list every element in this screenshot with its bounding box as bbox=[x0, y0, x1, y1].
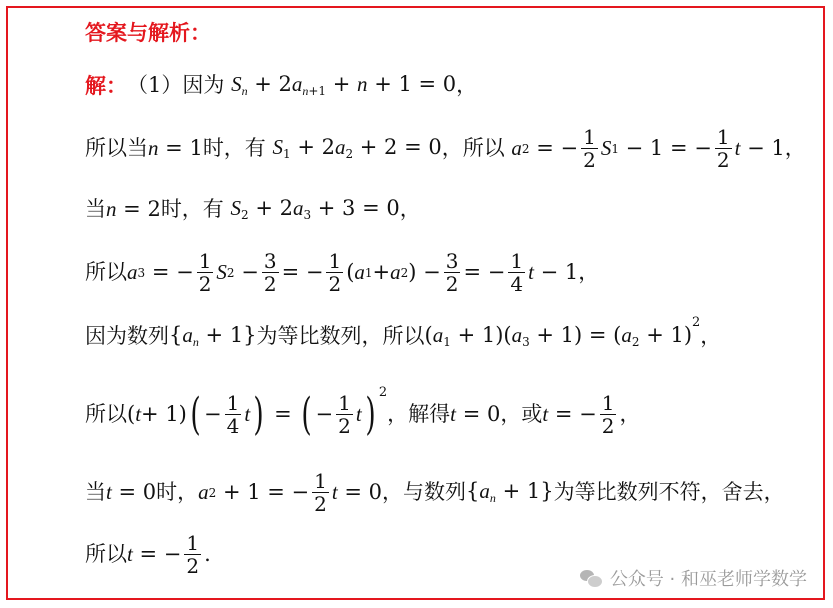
solution-line-3: 当 n = 2 时，有 $S_2 + 2a_3 + 3 = 0$ ， bbox=[85, 196, 421, 222]
formula-s2: $S_2 + 2a_3 + 3 = 0$ bbox=[230, 196, 400, 222]
formula-t-eq-0: t = 0 bbox=[450, 402, 501, 426]
formula-recurrence: $S_n + 2a_{n+1} + n + 1 = 0$ bbox=[231, 72, 457, 98]
formula-s1: $S_1 + 2a_2 + 2 = 0$ bbox=[272, 135, 442, 161]
formula-t0: t = 0 bbox=[106, 480, 157, 504]
formula-a2-plus-1: a 2 + 1 = − $\frac{1}{2}$ t = 0 bbox=[198, 469, 383, 516]
solution-line-8: 所以 t = − $\frac{1}{2}$ . bbox=[85, 531, 211, 578]
solution-line-5: 因为数列 $\{a_n + 1\}$ 为等比数列，所以 $(a_1 + 1)(a_3 + 1) = (a_2 + 1)^2$ ， bbox=[85, 315, 722, 349]
formula-t-eq-neg-half: t = − $\frac{1}{2}$ bbox=[542, 391, 615, 438]
solution-line-7: 当 t = 0 时， a 2 + 1 = − $\frac{1}{2}$ t = 0 ，与数列 $\{a_n + 1\}$ 为等比数列不符，舍去， bbox=[85, 469, 785, 516]
solution-line-4: 所以 a 3 = − $\frac{1}{2}$ S 2 − $\frac{3}{2}$ = − $\frac{1}{2}$ ( a 1 + a 2 ) − $\frac{3}{2}$ = − $\frac{1}{4}$ t − 1 ， bbox=[85, 249, 600, 296]
solution-label: 解： bbox=[85, 73, 127, 98]
formula-final: t = − $\frac{1}{2}$ bbox=[127, 531, 200, 578]
line1-text: （1）因为 bbox=[127, 73, 225, 97]
formula-sequence-2: $\{a_n + 1\}$ bbox=[466, 479, 554, 505]
wechat-icon bbox=[580, 569, 602, 587]
solution-line-2: 所以当 n = 1 时，有 $S_1 + 2a_2 + 2 = 0$ ，所以 a 2 = − $\frac{1}{2}$ S 1 − 1 = − $\frac{1}{2}$ t − 1 ， bbox=[85, 125, 806, 172]
solution-line-1: 解： （1）因为 $S_n + 2a_{n+1} + n + 1 = 0$ ， bbox=[85, 72, 478, 98]
watermark bbox=[580, 565, 807, 591]
solution-line-6: 所以 ( t + 1) ( − $\frac{1}{4}$ t ) = ( − $\frac{1}{2}$ t ) 2 ，解得 t = 0 ，或 t = − $\frac{1}{2}$ ， bbox=[85, 385, 641, 440]
watermark-text: 公众号 · 和巫老师学数学 bbox=[609, 569, 807, 590]
formula-n-eq-1: n = 1 bbox=[148, 136, 203, 160]
formula-sequence: $\{a_n + 1\}$ bbox=[169, 323, 257, 349]
formula-geometric: $(a_1 + 1)(a_3 + 1) = (a_2 + 1)^2$ bbox=[424, 315, 701, 349]
formula-n-eq-2: n = 2 bbox=[106, 197, 161, 221]
formula-a3: a 3 = − $\frac{1}{2}$ S 2 − $\frac{3}{2}$ = − $\frac{1}{2}$ ( a 1 + a 2 ) − $\frac{3}{2}$ = − $\frac{1}{4}$ t − 1 bbox=[127, 249, 579, 296]
formula-a2: a 2 = − $\frac{1}{2}$ S 1 − 1 = − $\frac{1}{2}$ t − 1 bbox=[511, 125, 785, 172]
formula-equation-t: ( t + 1) ( − $\frac{1}{4}$ t ) = ( − $\frac{1}{2}$ t ) 2 bbox=[127, 385, 388, 440]
answer-heading: 答案与解析： bbox=[85, 20, 211, 45]
